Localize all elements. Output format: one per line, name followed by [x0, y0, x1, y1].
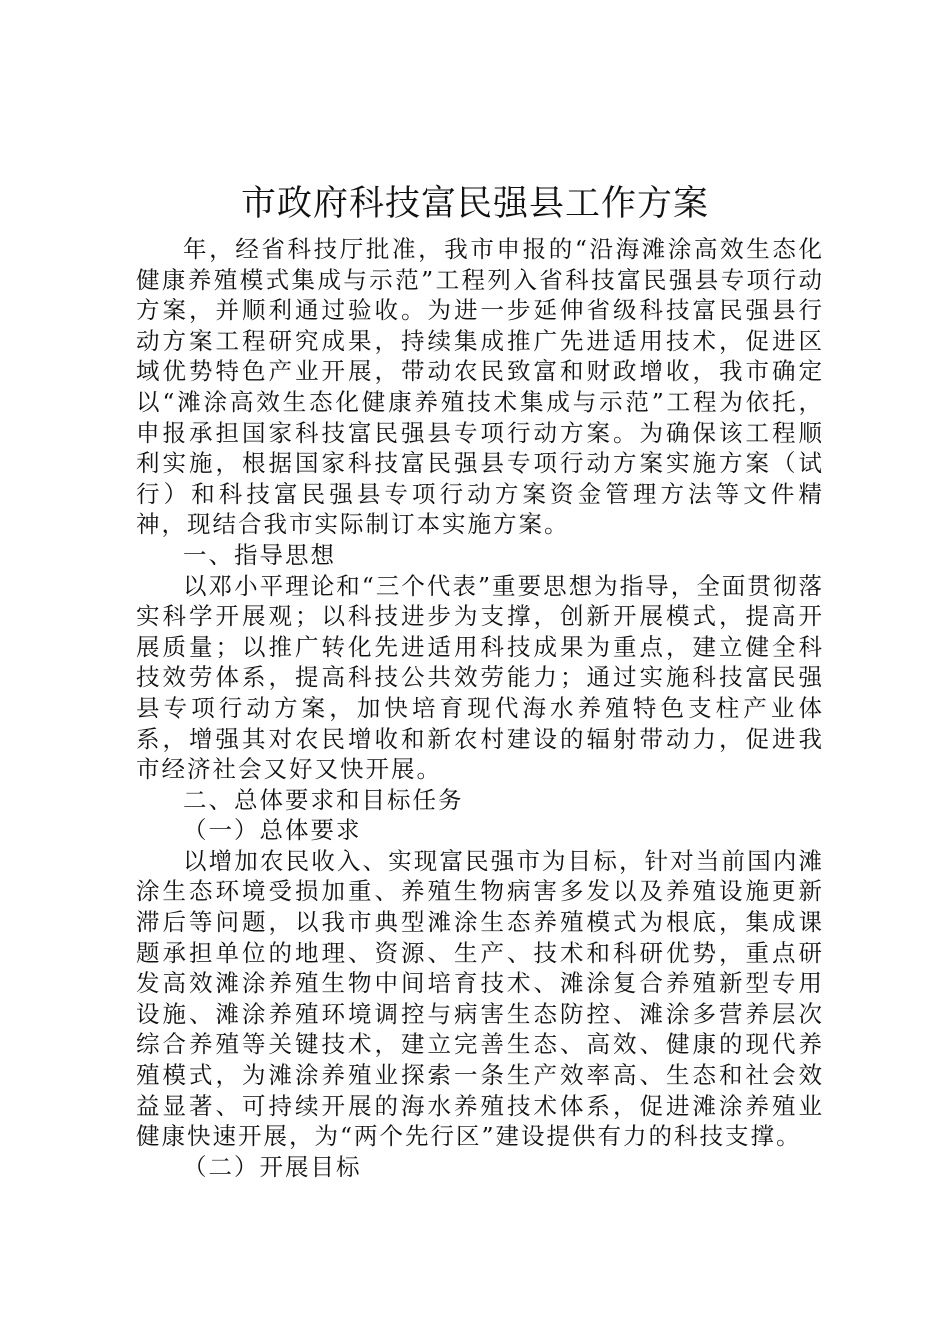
- subsection-heading-general-requirements: （一）总体要求: [183, 816, 362, 845]
- intro-paragraph: 年，经省科技厅批准，我市申报的“沿海滩涂高效生态化健康养殖模式集成与示范”工程列入省科技富民强县专项行动方案，并顺利通过验收。为进一步延伸省级科技富民强县行动方案工程研究成果，持续集成推广先进适用技术，促进区域优势特色产业开展，带动农民致富和财政增收，我市确定以“滩涂高效生态化健康养殖技术集成与示范”工程为依托，申报承担国家科技富民强县专项行动方案。为确保该工程顺利实施，根据国家科技富民强县专项行动方案实施方案（试行）和科技富民强县专项行动方案资金管理方法等文件精神，现结合我市实际制订本实施方案。: [136, 235, 824, 539]
- document-body: [136, 234, 824, 1182]
- subsection-heading-development-goals: （二）开展目标: [183, 1152, 362, 1181]
- section-heading-overall-requirements: 二、总体要求和目标任务: [183, 785, 464, 814]
- section-heading-guiding-ideology: 一、指导思想: [183, 540, 336, 569]
- guiding-ideology-paragraph: 以邓小平理论和“三个代表”重要思想为指导，全面贯彻落实科学开展观；以科技进步为支撑，创新开展模式，提高开展质量；以推广转化先进适用科技成果为重点，建立健全科技效劳体系，提高科技公共效劳能力；通过实施科技富民强县专项行动方案，加快培育现代海水养殖特色支柱产业体系，增强其对农民增收和新农村建设的辐射带动力，促进我市经济社会又好又快开展。: [136, 571, 824, 784]
- document-title: 市政府科技富民强县工作方案: [240, 184, 709, 224]
- general-requirements-paragraph: 以增加农民收入、实现富民强市为目标，针对当前国内滩涂生态环境受损加重、养殖生物病害多发以及养殖设施更新滞后等问题，以我市典型滩涂生态养殖模式为根底，集成课题承担单位的地理、资源、生产、技术和科研优势，重点研发高效滩涂养殖生物中间培育技术、滩涂复合养殖新型专用设施、滩涂养殖环境调控与病害生态防控、滩涂多营养层次综合养殖等关键技术，建立完善生态、高效、健康的现代养殖模式，为滩涂养殖业探索一条生产效率高、生态和社会效益显著、可持续开展的海水养殖技术体系，促进滩涂养殖业健康快速开展，为“两个先行区”建设提供有力的科技支撑。: [136, 846, 824, 1151]
